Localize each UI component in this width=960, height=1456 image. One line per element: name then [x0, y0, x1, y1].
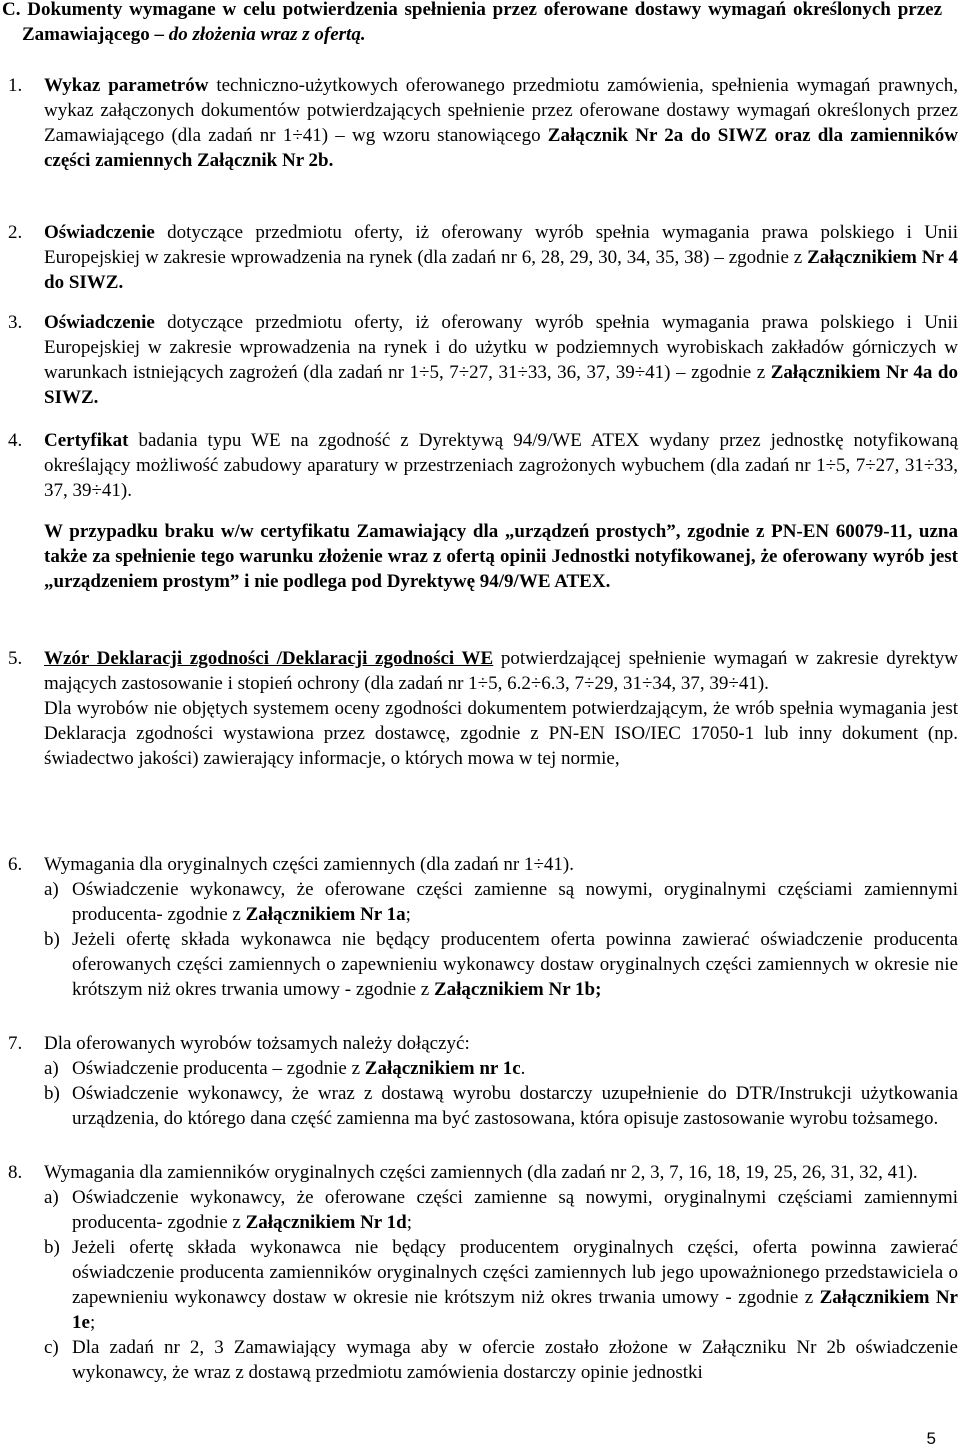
sub-bold: Załącznikiem Nr 1a — [245, 904, 406, 925]
sub-text: Jeżeli ofertę składa wykonawca nie będący producentem oryginalnych części, oferta powinna zawierać oświadczenie producenta zamienników oryginalnych części zamiennych lub jego upoważnionego przedstawiciela o zapewnieniu wykonawcy dostaw w okresie nie krótszym niż okres trwania umowy - zgodnie z — [72, 1237, 958, 1308]
item-text2: Dla wyrobów nie objętych systemem oceny zgodności dokumentem potwierdzającym, że wrób spełnia wymagania jest Deklaracja zgodności wystawiona przez dostawcę, zgodnie z PN-EN ISO/IEC 17050-1 lub inny dokument (np. świadectwo jakości) zawierający informacje, o których mowa w tej normie, — [44, 698, 958, 769]
section-heading-text — [2, 0, 942, 47]
item-6 — [8, 852, 958, 1002]
item-number: 4. — [8, 430, 23, 451]
sub-text: Oświadczenie producenta – zgodnie z — [72, 1058, 365, 1079]
item-text: dotyczące przedmiotu oferty, iż oferowany wyrób spełnia wymagania prawa polskiego i Unii Europejskiej w zakresie wprowadzenia na rynek (dla zadań nr 6, 28, 29, 30, 34, 35, 38) – zgodnie z — [44, 222, 958, 268]
sub-item-b — [44, 1081, 958, 1131]
sub-item-a — [44, 1056, 958, 1081]
sub-item-b — [44, 1235, 958, 1335]
heading-line2b: do złożenia wraz z ofertą. — [168, 24, 366, 45]
item-lead: Wzór Deklaracji zgodności /Deklaracji zgodności WE — [44, 648, 494, 669]
item-lead: Wykaz parametrów — [44, 75, 209, 96]
sub-label: a) — [44, 1187, 59, 1208]
sub-bold: Załącznikiem Nr 1b; — [433, 979, 602, 1000]
item-text: Wymagania dla oryginalnych części zamiennych (dla zadań nr 1÷41). — [44, 854, 574, 875]
item-lead: Oświadczenie — [44, 312, 155, 333]
item-text: Dla oferowanych wyrobów tożsamych należy dołączyć: — [44, 1033, 470, 1054]
sub-text: Oświadczenie wykonawcy, że wraz z dostawą wyrobu dostarczy uzupełnienie do DTR/Instrukcji użytkowania urządzenia, do którego dana część zamienna ma być zastosowana, która opisuje zastosowanie wyrobu tożsamego. — [72, 1083, 958, 1129]
sub-label: b) — [44, 1083, 60, 1104]
item-5 — [8, 646, 958, 771]
item-number: 3. — [8, 312, 23, 333]
item-text: Wymagania dla zamienników oryginalnych części zamiennych (dla zadań nr 2, 3, 7, 16, 18, 19, 25, 26, 31, 32, 41). — [44, 1162, 918, 1183]
sub-item-b — [44, 927, 958, 1002]
item-lead: Certyfikat — [44, 430, 129, 451]
item-1 — [8, 73, 958, 173]
sub-label: a) — [44, 879, 59, 900]
heading-line1: C. Dokumenty wymagane w celu potwierdzenia spełnienia przez oferowane dostawy wymagań — [2, 0, 787, 20]
sub-text: Jeżeli ofertę składa wykonawca nie będący producentem oferta powinna zawierać oświadczenie producenta oferowanych części zamiennych o zapewnieniu wykonawcy dostaw oryginalnych części zamiennych w okresie nie krótszym niż okres trwania umowy - zgodnie z — [72, 929, 958, 1000]
item-2 — [8, 220, 958, 295]
item-bold: Załącznik Nr 2a do SIWZ oraz dla zamienników części zamiennych Załącznik Nr 2b. — [44, 125, 958, 171]
sub-label: c) — [44, 1337, 59, 1358]
sub-item-c — [44, 1335, 958, 1385]
item-3 — [8, 310, 958, 410]
item-text: techniczno-użytkowych oferowanego przedmiotu zamówienia, spełnienia wymagań prawnych, wykaz załączonych dokumentów potwierdzających spełnienie przez oferowane dostawy wymagań określonych przez Zamawiającego (dla zadań nr 1÷41) – wg wzoru stanowiącego — [44, 75, 958, 146]
heading-line2a: określonych przez Zamawiającego – — [22, 0, 942, 45]
sub-bold: Załącznikiem Nr 1d — [245, 1212, 407, 1233]
item-number: 8. — [8, 1162, 23, 1183]
item-bold: Załącznikiem Nr 4 do SIWZ. — [44, 247, 958, 293]
item-number: 7. — [8, 1033, 23, 1054]
sub-item-a — [44, 1185, 958, 1235]
sub-end: ; — [89, 1312, 96, 1333]
sub-item-a — [44, 877, 958, 927]
sub-text: Oświadczenie wykonawcy, że oferowane części zamienne są nowymi, oryginalnymi częściami zamiennymi producenta- zgodnie z — [72, 1187, 958, 1233]
item-text: potwierdzającej spełnienie wymagań w zakresie dyrektyw mających zastosowanie i stopień ochrony (dla zadań nr 1÷5, 6.2÷6.3, 7÷29, 31÷34, 37, 39÷41). — [44, 648, 959, 694]
sub-text: Oświadczenie wykonawcy, że oferowane części zamienne są nowymi, oryginalnymi częściami zamiennymi producenta- zgodnie z — [72, 879, 958, 925]
sub-end: ; — [405, 904, 411, 925]
item-8 — [8, 1160, 958, 1385]
sub-label: b) — [44, 1237, 60, 1258]
item-number: 2. — [8, 222, 23, 243]
sub-text: Dla zadań nr 2, 3 Zamawiający wymaga aby w ofercie zostało złożone w Załączniku Nr 2b oświadczenie wykonawcy, że wraz z dostawą przedmiotu zamówienia dostarczy opinie jednostki — [72, 1337, 958, 1383]
sub-label: a) — [44, 1058, 59, 1079]
sub-end: . — [520, 1058, 526, 1079]
sub-bold: Załącznikiem nr 1c — [364, 1058, 521, 1079]
sub-end: ; — [406, 1212, 412, 1233]
item-4 — [8, 428, 958, 594]
item-lead: Oświadczenie — [44, 222, 155, 243]
item-text: badania typu WE na zgodność z Dyrektywą 94/9/WE ATEX wydany przez jednostkę notyfikowaną określający możliwość zabudowy aparatury w przestrzeniach zagrożonych wybuchem (dla zadań nr 1÷5, 7÷27, 31÷33, 37, 39÷41). — [44, 430, 958, 501]
item-7 — [8, 1031, 958, 1131]
section-heading — [2, 0, 942, 47]
item-number: 1. — [8, 75, 23, 96]
item-text: dotyczące przedmiotu oferty, iż oferowany wyrób spełnia wymagania prawa polskiego i Unii Europejskiej w zakresie wprowadzenia na rynek i do użytku w podziemnych wyrobiskach zakładów górniczych w warunkach istniejących zagrożeń (dla zadań nr 1÷5, 7÷27, 31÷33, 36, 37, 39÷41) – zgodnie z — [44, 312, 958, 383]
sub-label: b) — [44, 929, 60, 950]
item-number: 6. — [8, 854, 23, 875]
item-bold: Załącznikiem Nr 4a do SIWZ. — [44, 362, 958, 408]
page-number: 5 — [926, 1429, 936, 1448]
item-note: W przypadku braku w/w certyfikatu Zamawiający dla „urządzeń prostych”, zgodnie z PN-EN 60079-11, uzna także za spełnienie tego warunku złożenie wraz z ofertą opinii Jednostki notyfikowanej, że oferowany wyrób jest „urządzeniem prostym” i nie podlega pod Dyrektywę 94/9/WE ATEX. — [44, 521, 958, 592]
item-number: 5. — [8, 648, 23, 669]
sub-bold: Załącznikiem Nr 1e — [72, 1287, 958, 1333]
